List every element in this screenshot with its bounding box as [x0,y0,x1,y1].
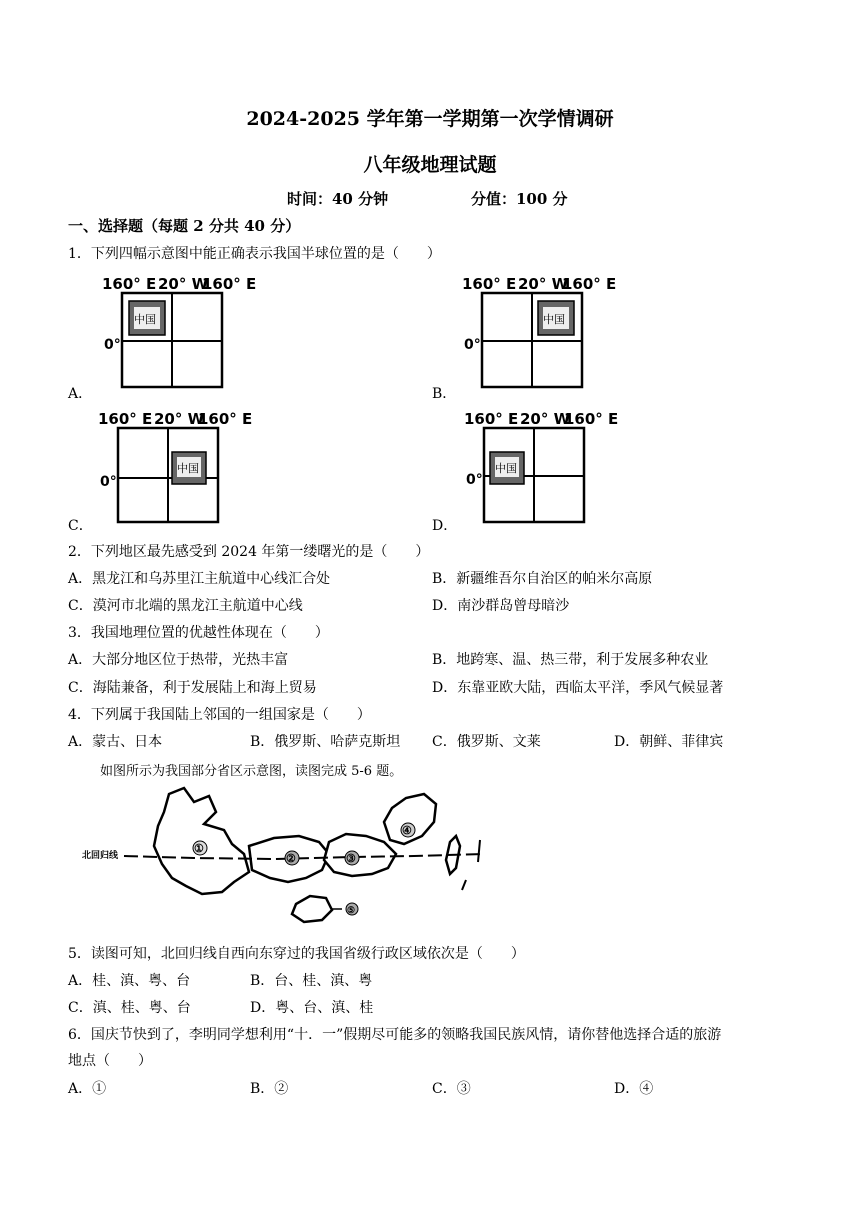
svg-text:160° E: 160° E [562,275,617,293]
question-4-option-a: A．蒙古、日本 [68,734,163,750]
question-4-option-b: B．俄罗斯、哈萨克斯坦 [250,734,401,750]
question-1-option-b: B． [432,386,457,402]
question-2-stem: 2．下列地区最先感受到 2024 年第一缕曙光的是（ ） [68,544,430,560]
region-4-label: ④ [402,824,412,837]
question-2-option-b: B．新疆维吾尔自治区的帕米尔高原 [432,571,653,587]
svg-text:20° W: 20° W [520,410,571,428]
exam-title: 2024-2025 学年第一学期第一次学情调研 [246,108,614,130]
svg-text:20° W: 20° W [158,275,209,293]
question-5-option-c: C．滇、桂、粤、台 [68,1000,191,1016]
question-6-option-b: B．② [250,1081,289,1097]
svg-text:0°: 0° [104,337,121,353]
question-1-option-a: A． [68,386,93,402]
svg-text:20° W: 20° W [518,275,569,293]
svg-text:北回归线: 北回归线 [82,851,119,861]
hemisphere-figure-c [98,406,258,528]
question-3-stem: 3．我国地理位置的优越性体现在（ ） [68,625,329,641]
question-4-option-c: C．俄罗斯、文莱 [432,734,541,750]
question-5-option-a: A．桂、滇、粤、台 [68,973,191,989]
province-map [74,782,494,932]
svg-text:160° E: 160° E [564,410,619,428]
hemisphere-figure-b [460,271,620,393]
svg-text:0°: 0° [100,474,117,490]
region-2-label: ② [286,852,296,865]
section-heading: 一、选择题（每题 2 分共 40 分） [68,217,301,235]
exam-score: 分值：100 分 [471,190,568,208]
question-6-option-c: C．③ [432,1081,471,1097]
question-6-option-a: A．① [68,1081,107,1097]
question-5-option-b: B．台、桂、滇、粤 [250,973,373,989]
svg-text:中国: 中国 [543,313,565,326]
question-2-option-c: C．漠河市北端的黑龙江主航道中心线 [68,598,303,614]
question-2-option-d: D．南沙群岛曾母暗沙 [432,598,570,614]
question-6-stem-continued: 地点（ ） [68,1053,152,1069]
question-3-option-d: D．东靠亚欧大陆，西临太平洋，季风气候显著 [432,680,724,696]
svg-text:160° E: 160° E [102,275,157,293]
svg-text:20° W: 20° W [154,410,205,428]
question-1-option-d: D． [432,518,458,534]
question-1-stem: 1．下列四幅示意图中能正确表示我国半球位置的是（ ） [68,246,441,262]
svg-text:0°: 0° [464,337,481,353]
question-6-option-d: D．④ [614,1081,654,1097]
hemisphere-figure-d [462,406,622,528]
question-4-option-d: D．朝鲜、菲律宾 [614,734,724,750]
question-3-option-c: C．海陆兼备，利于发展陆上和海上贸易 [68,680,317,696]
question-1-option-c: C． [68,518,93,534]
region-5-label: ⑤ [347,906,356,916]
question-3-option-a: A．大部分地区位于热带，光热丰富 [68,652,289,668]
region-3-label: ③ [346,852,356,865]
svg-text:160° E: 160° E [198,410,253,428]
svg-text:中国: 中国 [495,462,517,475]
svg-text:中国: 中国 [134,313,156,326]
question-3-option-b: B．地跨寒、温、热三带，利于发展多种农业 [432,652,709,668]
svg-text:160° E: 160° E [464,410,519,428]
question-4-stem: 4．下列属于我国陆上邻国的一组国家是（ ） [68,707,371,723]
svg-text:160° E: 160° E [98,410,153,428]
svg-text:0°: 0° [466,472,483,488]
region-1-label: ① [194,842,204,855]
question-6-stem: 6．国庆节快到了，李明同学想利用“十．一”假期尽可能多的领略我国民族风情，请你替他选择合适的旅游 [68,1027,722,1043]
svg-text:中国: 中国 [177,462,199,475]
exam-time: 时间：40 分钟 [287,190,389,208]
svg-text:160° E: 160° E [462,275,517,293]
exam-subtitle: 八年级地理试题 [363,154,497,176]
hemisphere-figure-a [100,271,260,393]
question-2-option-a: A．黑龙江和乌苏里江主航道中心线汇合处 [68,571,331,587]
question-5-stem: 5．读图可知，北回归线自西向东穿过的我国省级行政区域依次是（ ） [68,946,525,962]
map-intro: 如图所示为我国部分省区示意图，读图完成 5-6 题。 [100,764,403,779]
svg-text:160° E: 160° E [202,275,257,293]
question-5-option-d: D．粤、台、滇、桂 [250,1000,374,1016]
